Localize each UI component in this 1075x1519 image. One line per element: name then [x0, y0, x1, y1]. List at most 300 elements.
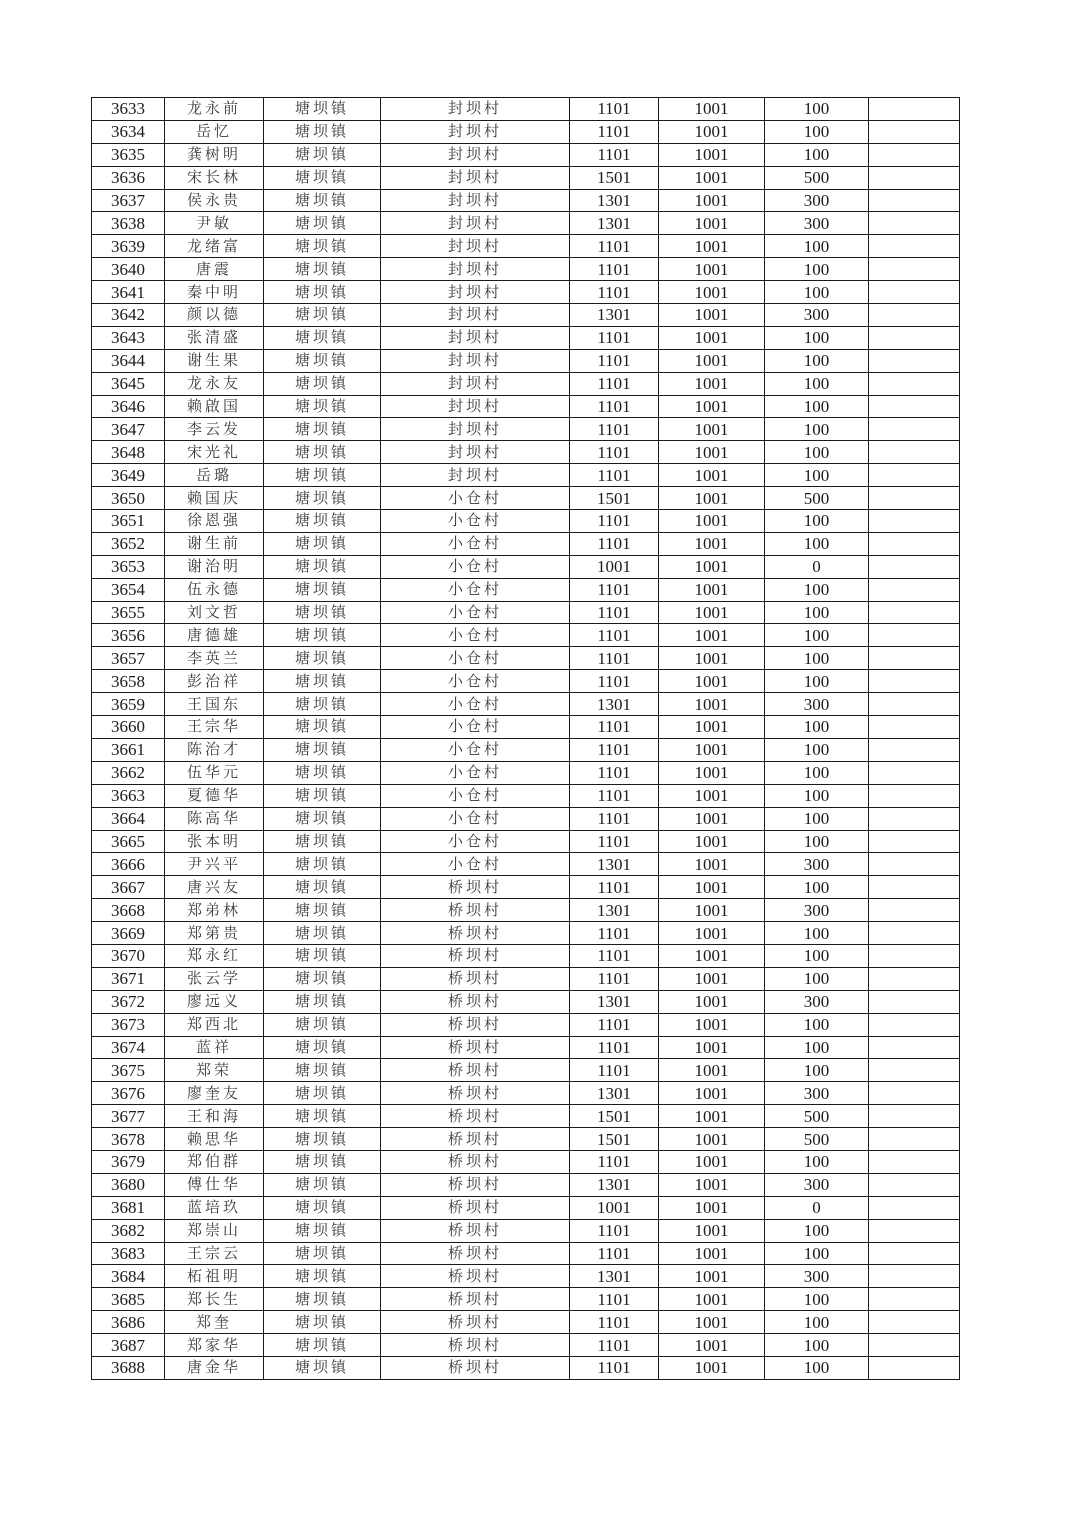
value-b-cell: 1001: [659, 1105, 765, 1128]
value-a-cell: 1101: [570, 716, 659, 739]
name-cell: 张云学: [165, 967, 264, 990]
name-cell: 郑奎: [165, 1311, 264, 1334]
town-cell: 塘坝镇: [264, 1311, 381, 1334]
value-b-cell: 1001: [659, 1150, 765, 1173]
remarks-cell: [869, 670, 960, 693]
value-a-cell: 1101: [570, 1334, 659, 1357]
difference-cell: 100: [765, 647, 869, 670]
remarks-cell: [869, 853, 960, 876]
name-cell: 彭治祥: [165, 670, 264, 693]
value-b-cell: 1001: [659, 487, 765, 510]
value-a-cell: 1101: [570, 876, 659, 899]
value-b-cell: 1001: [659, 1013, 765, 1036]
village-cell: 封坝村: [381, 235, 570, 258]
value-a-cell: 1101: [570, 326, 659, 349]
value-b-cell: 1001: [659, 899, 765, 922]
serial-number-cell: 3668: [92, 899, 165, 922]
town-cell: 塘坝镇: [264, 853, 381, 876]
village-cell: 封坝村: [381, 281, 570, 304]
village-cell: 小仓村: [381, 624, 570, 647]
serial-number-cell: 3687: [92, 1334, 165, 1357]
village-cell: 小仓村: [381, 578, 570, 601]
difference-cell: 100: [765, 98, 869, 121]
value-b-cell: 1001: [659, 1196, 765, 1219]
remarks-cell: [869, 1242, 960, 1265]
serial-number-cell: 3657: [92, 647, 165, 670]
value-b-cell: 1001: [659, 922, 765, 945]
village-cell: 桥坝村: [381, 1059, 570, 1082]
village-cell: 桥坝村: [381, 899, 570, 922]
difference-cell: 100: [765, 601, 869, 624]
value-a-cell: 1301: [570, 853, 659, 876]
name-cell: 王宗华: [165, 716, 264, 739]
table-row: [92, 258, 960, 281]
village-cell: 封坝村: [381, 143, 570, 166]
remarks-cell: [869, 1288, 960, 1311]
table-row: [92, 1105, 960, 1128]
serial-number-cell: 3651: [92, 510, 165, 533]
value-a-cell: 1101: [570, 510, 659, 533]
value-a-cell: 1101: [570, 647, 659, 670]
serial-number-cell: 3680: [92, 1173, 165, 1196]
village-cell: 桥坝村: [381, 1013, 570, 1036]
town-cell: 塘坝镇: [264, 120, 381, 143]
value-a-cell: 1101: [570, 143, 659, 166]
value-a-cell: 1301: [570, 1173, 659, 1196]
name-cell: 秦中明: [165, 281, 264, 304]
table-row: [92, 304, 960, 327]
town-cell: 塘坝镇: [264, 693, 381, 716]
village-cell: 小仓村: [381, 601, 570, 624]
remarks-cell: [869, 464, 960, 487]
town-cell: 塘坝镇: [264, 532, 381, 555]
difference-cell: 100: [765, 1219, 869, 1242]
name-cell: 徐恩强: [165, 510, 264, 533]
difference-cell: 100: [765, 1013, 869, 1036]
serial-number-cell: 3672: [92, 990, 165, 1013]
town-cell: 塘坝镇: [264, 372, 381, 395]
table-row: [92, 693, 960, 716]
difference-cell: 100: [765, 1242, 869, 1265]
difference-cell: 100: [765, 418, 869, 441]
value-b-cell: 1001: [659, 693, 765, 716]
table-row: [92, 601, 960, 624]
town-cell: 塘坝镇: [264, 1150, 381, 1173]
remarks-cell: [869, 1173, 960, 1196]
value-b-cell: 1001: [659, 235, 765, 258]
value-a-cell: 1001: [570, 1196, 659, 1219]
name-cell: 岳璐: [165, 464, 264, 487]
remarks-cell: [869, 601, 960, 624]
table-row: [92, 1196, 960, 1219]
serial-number-cell: 3640: [92, 258, 165, 281]
value-a-cell: 1101: [570, 601, 659, 624]
difference-cell: 0: [765, 555, 869, 578]
value-b-cell: 1001: [659, 578, 765, 601]
serial-number-cell: 3644: [92, 349, 165, 372]
table-row: [92, 326, 960, 349]
village-cell: 小仓村: [381, 487, 570, 510]
name-cell: 王宗云: [165, 1242, 264, 1265]
remarks-cell: [869, 1311, 960, 1334]
village-cell: 桥坝村: [381, 967, 570, 990]
serial-number-cell: 3650: [92, 487, 165, 510]
serial-number-cell: 3674: [92, 1036, 165, 1059]
name-cell: 廖远义: [165, 990, 264, 1013]
village-cell: 封坝村: [381, 120, 570, 143]
table-row: [92, 98, 960, 121]
difference-cell: 100: [765, 1334, 869, 1357]
remarks-cell: [869, 120, 960, 143]
name-cell: 郑家华: [165, 1334, 264, 1357]
name-cell: 廖奎友: [165, 1082, 264, 1105]
value-a-cell: 1101: [570, 1036, 659, 1059]
value-b-cell: 1001: [659, 418, 765, 441]
name-cell: 尹兴平: [165, 853, 264, 876]
village-cell: 封坝村: [381, 189, 570, 212]
difference-cell: 300: [765, 853, 869, 876]
village-cell: 桥坝村: [381, 1288, 570, 1311]
difference-cell: 100: [765, 784, 869, 807]
town-cell: 塘坝镇: [264, 922, 381, 945]
table-row: [92, 990, 960, 1013]
value-b-cell: 1001: [659, 1311, 765, 1334]
remarks-cell: [869, 372, 960, 395]
difference-cell: 100: [765, 738, 869, 761]
town-cell: 塘坝镇: [264, 189, 381, 212]
table-row: [92, 189, 960, 212]
serial-number-cell: 3634: [92, 120, 165, 143]
remarks-cell: [869, 693, 960, 716]
village-cell: 封坝村: [381, 304, 570, 327]
value-a-cell: 1101: [570, 944, 659, 967]
difference-cell: 100: [765, 1311, 869, 1334]
serial-number-cell: 3681: [92, 1196, 165, 1219]
town-cell: 塘坝镇: [264, 555, 381, 578]
village-cell: 桥坝村: [381, 1105, 570, 1128]
village-cell: 小仓村: [381, 761, 570, 784]
value-b-cell: 1001: [659, 853, 765, 876]
name-cell: 颜以德: [165, 304, 264, 327]
difference-cell: 100: [765, 830, 869, 853]
serial-number-cell: 3678: [92, 1128, 165, 1151]
value-a-cell: 1101: [570, 807, 659, 830]
serial-number-cell: 3655: [92, 601, 165, 624]
difference-cell: 300: [765, 693, 869, 716]
difference-cell: 100: [765, 876, 869, 899]
remarks-cell: [869, 98, 960, 121]
village-cell: 封坝村: [381, 258, 570, 281]
value-a-cell: 1101: [570, 830, 659, 853]
name-cell: 郑长生: [165, 1288, 264, 1311]
town-cell: 塘坝镇: [264, 647, 381, 670]
serial-number-cell: 3665: [92, 830, 165, 853]
serial-number-cell: 3645: [92, 372, 165, 395]
remarks-cell: [869, 189, 960, 212]
name-cell: 宋光礼: [165, 441, 264, 464]
serial-number-cell: 3658: [92, 670, 165, 693]
table-row: [92, 510, 960, 533]
name-cell: 唐兴友: [165, 876, 264, 899]
name-cell: 郑伯群: [165, 1150, 264, 1173]
village-cell: 小仓村: [381, 716, 570, 739]
value-a-cell: 1501: [570, 166, 659, 189]
value-b-cell: 1001: [659, 349, 765, 372]
value-a-cell: 1101: [570, 395, 659, 418]
difference-cell: 500: [765, 166, 869, 189]
name-cell: 郑弟林: [165, 899, 264, 922]
name-cell: 蓝培玖: [165, 1196, 264, 1219]
value-a-cell: 1101: [570, 120, 659, 143]
name-cell: 龙绪富: [165, 235, 264, 258]
value-b-cell: 1001: [659, 761, 765, 784]
serial-number-cell: 3639: [92, 235, 165, 258]
difference-cell: 100: [765, 1356, 869, 1379]
remarks-cell: [869, 1082, 960, 1105]
village-cell: 小仓村: [381, 738, 570, 761]
value-a-cell: 1101: [570, 578, 659, 601]
remarks-cell: [869, 944, 960, 967]
table-row: [92, 876, 960, 899]
serial-number-cell: 3654: [92, 578, 165, 601]
town-cell: 塘坝镇: [264, 212, 381, 235]
village-cell: 封坝村: [381, 349, 570, 372]
name-cell: 李云发: [165, 418, 264, 441]
town-cell: 塘坝镇: [264, 1219, 381, 1242]
difference-cell: 100: [765, 395, 869, 418]
value-a-cell: 1101: [570, 1311, 659, 1334]
value-a-cell: 1501: [570, 1128, 659, 1151]
remarks-cell: [869, 235, 960, 258]
village-cell: 桥坝村: [381, 1242, 570, 1265]
value-b-cell: 1001: [659, 1334, 765, 1357]
village-cell: 桥坝村: [381, 1356, 570, 1379]
serial-number-cell: 3685: [92, 1288, 165, 1311]
village-cell: 桥坝村: [381, 922, 570, 945]
difference-cell: 100: [765, 1150, 869, 1173]
town-cell: 塘坝镇: [264, 601, 381, 624]
remarks-cell: [869, 487, 960, 510]
table-row: [92, 647, 960, 670]
table-row: [92, 143, 960, 166]
town-cell: 塘坝镇: [264, 1288, 381, 1311]
value-a-cell: 1301: [570, 990, 659, 1013]
town-cell: 塘坝镇: [264, 1265, 381, 1288]
village-cell: 封坝村: [381, 418, 570, 441]
difference-cell: 100: [765, 510, 869, 533]
name-cell: 唐金华: [165, 1356, 264, 1379]
remarks-cell: [869, 738, 960, 761]
name-cell: 谢生果: [165, 349, 264, 372]
difference-cell: 100: [765, 281, 869, 304]
town-cell: 塘坝镇: [264, 716, 381, 739]
town-cell: 塘坝镇: [264, 98, 381, 121]
table-row: [92, 830, 960, 853]
village-cell: 桥坝村: [381, 1173, 570, 1196]
table-row: [92, 1219, 960, 1242]
town-cell: 塘坝镇: [264, 784, 381, 807]
village-cell: 封坝村: [381, 395, 570, 418]
difference-cell: 100: [765, 761, 869, 784]
serial-number-cell: 3688: [92, 1356, 165, 1379]
remarks-cell: [869, 578, 960, 601]
value-b-cell: 1001: [659, 1265, 765, 1288]
serial-number-cell: 3682: [92, 1219, 165, 1242]
value-b-cell: 1001: [659, 372, 765, 395]
value-a-cell: 1101: [570, 441, 659, 464]
remarks-cell: [869, 761, 960, 784]
serial-number-cell: 3666: [92, 853, 165, 876]
table-row: [92, 1265, 960, 1288]
town-cell: 塘坝镇: [264, 304, 381, 327]
town-cell: 塘坝镇: [264, 235, 381, 258]
value-a-cell: 1101: [570, 281, 659, 304]
serial-number-cell: 3649: [92, 464, 165, 487]
table-row: [92, 807, 960, 830]
village-cell: 小仓村: [381, 693, 570, 716]
remarks-cell: [869, 1334, 960, 1357]
value-a-cell: 1301: [570, 1265, 659, 1288]
town-cell: 塘坝镇: [264, 510, 381, 533]
value-b-cell: 1001: [659, 395, 765, 418]
roster-table: [91, 97, 960, 1380]
value-b-cell: 1001: [659, 212, 765, 235]
serial-number-cell: 3679: [92, 1150, 165, 1173]
remarks-cell: [869, 1219, 960, 1242]
village-cell: 桥坝村: [381, 1150, 570, 1173]
town-cell: 塘坝镇: [264, 441, 381, 464]
remarks-cell: [869, 876, 960, 899]
table-row: [92, 1242, 960, 1265]
value-b-cell: 1001: [659, 784, 765, 807]
name-cell: 龙永友: [165, 372, 264, 395]
difference-cell: 100: [765, 532, 869, 555]
town-cell: 塘坝镇: [264, 1082, 381, 1105]
table-row: [92, 1334, 960, 1357]
table-row: [92, 120, 960, 143]
table-row: [92, 1082, 960, 1105]
village-cell: 小仓村: [381, 853, 570, 876]
table-row: [92, 922, 960, 945]
remarks-cell: [869, 304, 960, 327]
value-b-cell: 1001: [659, 1242, 765, 1265]
value-b-cell: 1001: [659, 1128, 765, 1151]
value-a-cell: 1101: [570, 1356, 659, 1379]
value-a-cell: 1101: [570, 1059, 659, 1082]
remarks-cell: [869, 258, 960, 281]
value-b-cell: 1001: [659, 601, 765, 624]
value-a-cell: 1301: [570, 899, 659, 922]
town-cell: 塘坝镇: [264, 326, 381, 349]
table-row: [92, 212, 960, 235]
name-cell: 张清盛: [165, 326, 264, 349]
value-a-cell: 1001: [570, 555, 659, 578]
value-b-cell: 1001: [659, 1082, 765, 1105]
value-b-cell: 1001: [659, 716, 765, 739]
difference-cell: 100: [765, 944, 869, 967]
difference-cell: 100: [765, 372, 869, 395]
name-cell: 夏德华: [165, 784, 264, 807]
town-cell: 塘坝镇: [264, 944, 381, 967]
remarks-cell: [869, 326, 960, 349]
remarks-cell: [869, 510, 960, 533]
remarks-cell: [869, 1356, 960, 1379]
name-cell: 赖思华: [165, 1128, 264, 1151]
difference-cell: 300: [765, 212, 869, 235]
name-cell: 陈治才: [165, 738, 264, 761]
serial-number-cell: 3656: [92, 624, 165, 647]
value-b-cell: 1001: [659, 281, 765, 304]
town-cell: 塘坝镇: [264, 738, 381, 761]
remarks-cell: [869, 1128, 960, 1151]
serial-number-cell: 3641: [92, 281, 165, 304]
table-row: [92, 1059, 960, 1082]
value-a-cell: 1501: [570, 1105, 659, 1128]
town-cell: 塘坝镇: [264, 464, 381, 487]
serial-number-cell: 3653: [92, 555, 165, 578]
value-b-cell: 1001: [659, 98, 765, 121]
name-cell: 谢治明: [165, 555, 264, 578]
value-a-cell: 1101: [570, 670, 659, 693]
value-a-cell: 1101: [570, 532, 659, 555]
town-cell: 塘坝镇: [264, 143, 381, 166]
town-cell: 塘坝镇: [264, 166, 381, 189]
serial-number-cell: 3662: [92, 761, 165, 784]
value-b-cell: 1001: [659, 1173, 765, 1196]
village-cell: 桥坝村: [381, 1265, 570, 1288]
remarks-cell: [869, 899, 960, 922]
name-cell: 郑西北: [165, 1013, 264, 1036]
difference-cell: 300: [765, 899, 869, 922]
value-b-cell: 1001: [659, 1059, 765, 1082]
difference-cell: 300: [765, 1082, 869, 1105]
serial-number-cell: 3675: [92, 1059, 165, 1082]
serial-number-cell: 3686: [92, 1311, 165, 1334]
table-row: [92, 853, 960, 876]
table-row: [92, 738, 960, 761]
serial-number-cell: 3663: [92, 784, 165, 807]
remarks-cell: [869, 990, 960, 1013]
remarks-cell: [869, 647, 960, 670]
difference-cell: 500: [765, 487, 869, 510]
name-cell: 伍华元: [165, 761, 264, 784]
town-cell: 塘坝镇: [264, 624, 381, 647]
village-cell: 封坝村: [381, 98, 570, 121]
village-cell: 小仓村: [381, 647, 570, 670]
town-cell: 塘坝镇: [264, 395, 381, 418]
roster-body: [92, 98, 960, 1380]
village-cell: 封坝村: [381, 372, 570, 395]
village-cell: 桥坝村: [381, 1334, 570, 1357]
table-row: [92, 899, 960, 922]
name-cell: 龙永前: [165, 98, 264, 121]
difference-cell: 300: [765, 1173, 869, 1196]
village-cell: 小仓村: [381, 510, 570, 533]
difference-cell: 100: [765, 922, 869, 945]
serial-number-cell: 3636: [92, 166, 165, 189]
village-cell: 封坝村: [381, 166, 570, 189]
value-a-cell: 1101: [570, 372, 659, 395]
name-cell: 龚树明: [165, 143, 264, 166]
value-a-cell: 1101: [570, 784, 659, 807]
village-cell: 桥坝村: [381, 1082, 570, 1105]
town-cell: 塘坝镇: [264, 1013, 381, 1036]
remarks-cell: [869, 555, 960, 578]
difference-cell: 100: [765, 578, 869, 601]
serial-number-cell: 3638: [92, 212, 165, 235]
serial-number-cell: 3677: [92, 1105, 165, 1128]
serial-number-cell: 3664: [92, 807, 165, 830]
